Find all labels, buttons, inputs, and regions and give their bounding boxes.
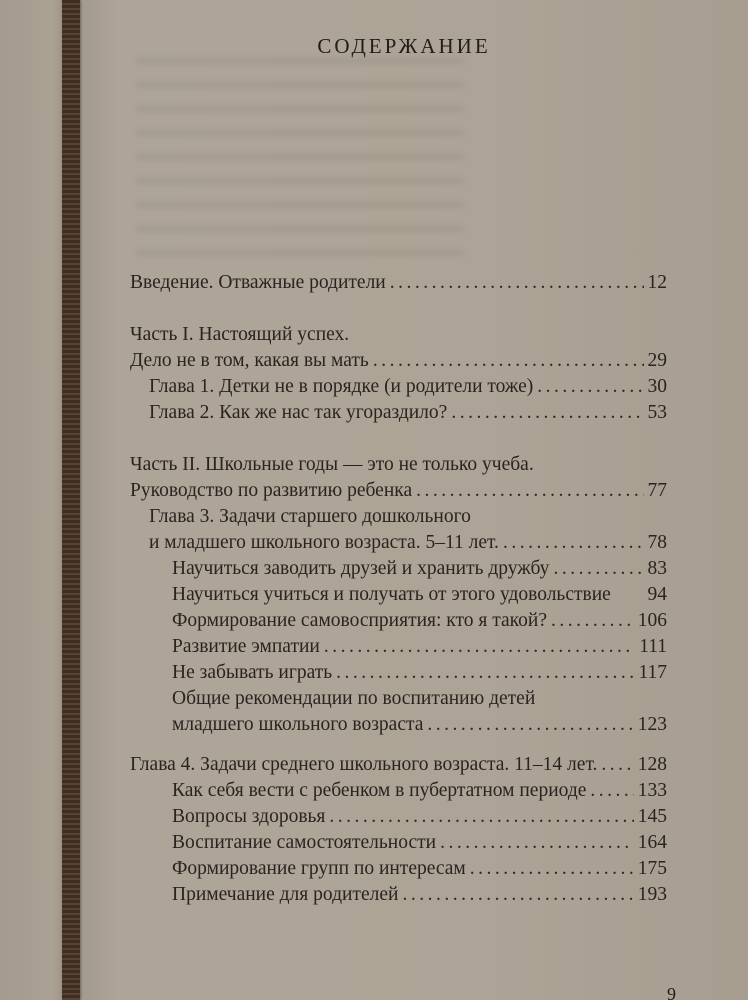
toc-entry-title: Дело не в том, какая вы мать (130, 350, 369, 371)
toc-entry-title: Формирование групп по интересам (172, 858, 466, 879)
toc-entry-title: Не забывать играть (172, 662, 333, 683)
toc-entry-title: Часть II. Школьные годы — это не только учеба. (130, 454, 534, 475)
toc-entry (130, 882, 667, 908)
toc-entry-title: Часть I. Настоящий успех. (130, 324, 350, 345)
toc-entry (130, 400, 667, 426)
toc-entry-page: 53 (647, 402, 667, 423)
dot-leader (416, 478, 643, 504)
toc-entry-title: Развитие эмпатии (172, 636, 320, 657)
toc-entry (130, 582, 667, 608)
toc-entry (130, 778, 667, 804)
facing-page-edge (0, 0, 66, 1000)
toc-entry (130, 634, 667, 660)
bleed-through-text (135, 40, 465, 260)
toc-entry-title: и младшего школьного возраста. 5–11 лет. (149, 532, 499, 553)
dot-leader (373, 348, 644, 374)
toc-entry (130, 660, 667, 686)
toc-entry (130, 804, 667, 830)
dot-leader (503, 530, 644, 556)
dot-leader (537, 374, 643, 400)
dot-leader (336, 660, 634, 686)
toc-entry-page: 164 (637, 832, 667, 853)
toc-entry-page: 145 (637, 806, 667, 827)
toc-entry-title: Научиться заводить друзей и хранить дружбу (172, 558, 550, 579)
toc-entry (130, 608, 667, 634)
toc-entry-title: Введение. Отважные родители (130, 272, 386, 293)
dot-leader (329, 804, 633, 830)
dot-leader (427, 712, 633, 738)
toc-entry (130, 530, 667, 556)
toc-entry-title: Глава 3. Задачи старшего дошкольного (149, 506, 471, 527)
toc-entry (130, 270, 667, 296)
dot-leader (590, 778, 633, 804)
dot-leader (551, 608, 634, 634)
toc-entry (130, 752, 667, 778)
table-of-contents (130, 270, 667, 908)
toc-entry-page: 128 (637, 754, 667, 775)
dot-leader (470, 856, 634, 882)
dot-leader (402, 882, 633, 908)
toc-entry (130, 374, 667, 400)
toc-entry (130, 504, 667, 530)
toc-entry-title: Глава 2. Как же нас так угораздило? (149, 402, 448, 423)
page-number: 9 (667, 984, 676, 1000)
toc-part-heading (130, 452, 667, 478)
toc-entry-page: 175 (637, 858, 667, 879)
toc-entry (130, 348, 667, 374)
toc-entry-page: 133 (637, 780, 667, 801)
toc-entry-title: Научиться учиться и получать от этого удовольствие (172, 584, 611, 605)
toc-entry-page: 111 (639, 636, 667, 657)
toc-entry-page: 94 (647, 584, 667, 605)
toc-entry-title: младшего школьного возраста (172, 714, 424, 735)
toc-entry-title: Общие рекомендации по воспитанию детей (172, 688, 536, 709)
toc-entry-page: 106 (637, 610, 667, 631)
toc-entry-title: Вопросы здоровья (172, 806, 326, 827)
toc-entry (130, 556, 667, 582)
toc-part-heading (130, 322, 667, 348)
toc-entry-page: 117 (638, 662, 667, 683)
page-title: СОДЕРЖАНИЕ (317, 34, 491, 58)
toc-entry-page: 83 (647, 558, 667, 579)
dot-leader (601, 752, 633, 778)
toc-entry-title: Как себя вести с ребенком в пубертатном периоде (172, 780, 587, 801)
bookmark-ribbon (62, 0, 80, 1000)
toc-entry-page: 30 (647, 376, 667, 397)
toc-entry-title: Руководство по развитию ребенка (130, 480, 413, 501)
dot-leader (553, 556, 643, 582)
toc-entry-page: 77 (647, 480, 667, 501)
toc-entry-title: Глава 4. Задачи среднего школьного возраста. 11–14 лет. (130, 754, 598, 775)
toc-entry (130, 478, 667, 504)
toc-entry-page: 78 (647, 532, 667, 553)
toc-entry-title: Примечание для родителей (172, 884, 399, 905)
dot-leader (324, 634, 635, 660)
toc-entry (130, 830, 667, 856)
toc-entry-title: Глава 1. Детки не в порядке (и родители тоже) (149, 376, 534, 397)
dot-leader (451, 400, 643, 426)
dot-leader (390, 270, 644, 296)
toc-entry-page: 29 (647, 350, 667, 371)
toc-entry (130, 686, 667, 712)
toc-entry-page: 193 (637, 884, 667, 905)
toc-entry (130, 712, 667, 738)
toc-entry (130, 856, 667, 882)
toc-entry-page: 123 (637, 714, 667, 735)
dot-leader (440, 830, 634, 856)
toc-entry-title: Формирование самовосприятия: кто я такой? (172, 610, 547, 631)
toc-entry-page: 12 (647, 272, 667, 293)
toc-entry-title: Воспитание самостоятельности (172, 832, 437, 853)
